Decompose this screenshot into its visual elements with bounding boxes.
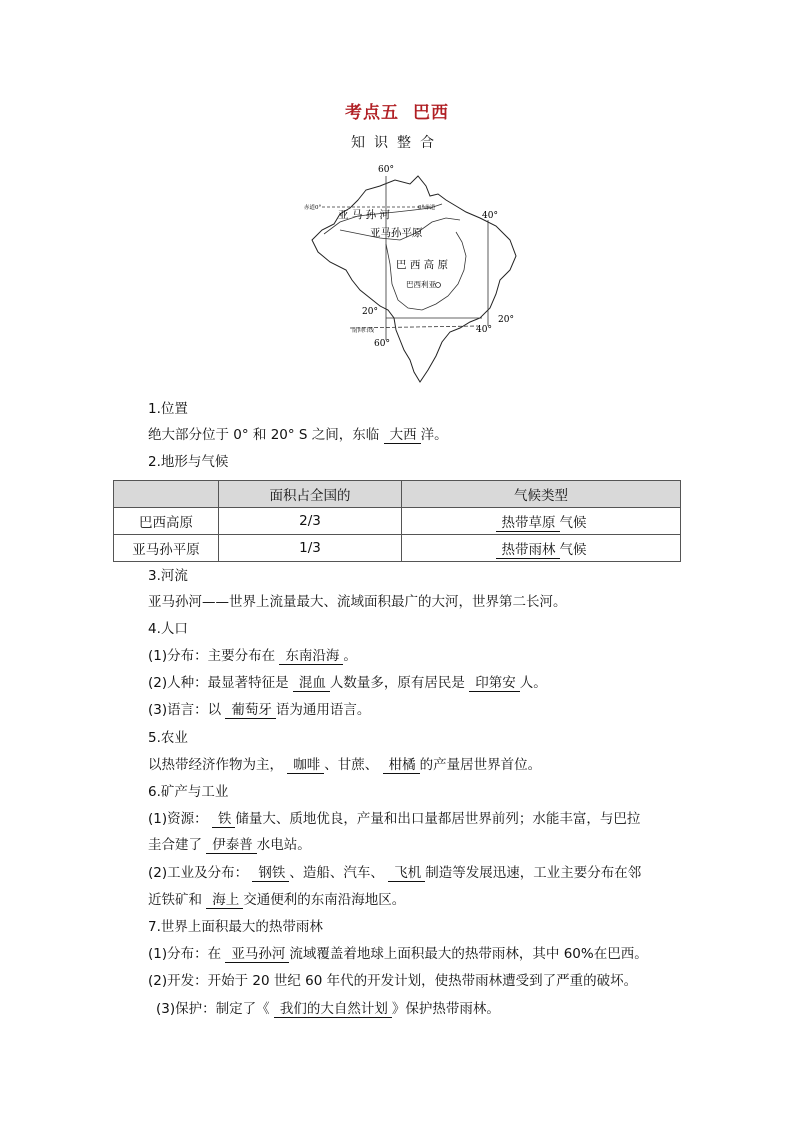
page-subtitle: 知识整合 [351,135,443,151]
population-distribution [148,646,357,666]
s4-l2-mid: 人数量多，原有居民是 [329,675,465,691]
label-lon-bottom: 60° [374,339,390,349]
industry-line-2 [148,890,405,910]
climate-answer: 热带雨林 [496,542,560,559]
s6-r2-post: 水电站。 [256,837,311,853]
section-1-text [148,425,448,445]
s5-answer2: 柑橘 [383,757,420,774]
s7-d-post: 流域覆盖着地球上面积最大的热带雨林，其中 60%在巴西。 [289,946,648,962]
s4-l2-answer1: 混血 [293,675,330,692]
section-3-text: 亚马孙河——世界上流量最大、流域面积最广的大河，世界第二长河。 [148,594,567,610]
resources-line-2 [148,835,311,855]
s6-i2-answer: 海上 [206,892,243,909]
s4-l1-answer: 东南沿海 [279,648,343,665]
s1-answer: 大西 [384,427,421,444]
table-header-row [114,481,681,508]
industry-line-1 [148,863,641,883]
brazil-map [300,160,522,386]
s6-r2-answer: 伊泰普 [206,837,257,854]
s5-pre: 以热带经济作物为主， [148,757,283,773]
s5-answer1: 咖啡 [287,757,324,774]
climate-suffix: 气候 [559,541,587,558]
s6-r-post: 储量大、质地优良，产量和出口量都居世界前列；水能丰富，与巴拉 [235,811,641,827]
s6-r-pre: (1)资源： [148,811,208,827]
s7-d-pre: (1)分布：在 [148,946,222,962]
table-cell-name: 亚马孙平原 [114,535,219,562]
population-language [148,700,370,720]
table-cell-climate [402,535,681,562]
label-capital: 巴西利亚 [406,280,436,289]
section-5-text [148,755,541,775]
s6-i2-post: 交通便利的东南沿海地区。 [243,892,406,908]
table-cell-climate [402,508,681,535]
terrain-climate-table [113,480,681,562]
label-lon-east-bottom: 40° [476,325,492,335]
title-section-number: 考点五 [345,103,399,123]
label-lon-east-top: 40° [482,211,498,221]
section-6-heading: 6.矿产与工业 [148,784,229,800]
s4-l3-post: 语为通用语言。 [275,702,371,718]
section-3-heading: 3.河流 [148,568,188,584]
table-cell-area: 2/3 [219,508,402,535]
table-header-cell [114,481,219,508]
s1-pre: 绝大部分位于 0° 和 20° S 之间，东临 [148,427,380,443]
page-title [0,98,794,123]
table-cell-area: 1/3 [219,535,402,562]
section-5-heading: 5.农业 [148,730,188,746]
table-row [114,508,681,535]
population-race [148,673,547,693]
section-4-heading: 4.人口 [148,621,188,637]
s7-d-answer: 亚马孙河 [225,946,289,963]
label-amazon-plain: 亚马孙平原 [370,227,423,239]
s4-l3-pre: (3)语言：以 [148,702,222,718]
climate-suffix: 气候 [559,514,587,531]
table-row [114,535,681,562]
title-country: 巴西 [413,103,449,123]
s6-i2-pre: 近铁矿和 [148,892,202,908]
s6-i-answer2: 飞机 [388,865,425,882]
label-lat-east: 20° [498,315,514,325]
s6-i-mid: 、造船、汽车、 [289,865,384,881]
rainforest-development: (2)开发：开始于 20 世纪 60 年代的开发计划，使热带雨林遭受到了严重的破坏。 [148,973,638,989]
s6-r2-pre: 圭合建了 [148,837,202,853]
s4-l2-post: 人。 [519,675,547,691]
section-7-heading: 7.世界上面积最大的热带雨林 [148,919,323,935]
climate-answer: 热带草原 [496,515,560,532]
plateau-boundary [386,232,466,310]
s7-p-pre: (3)保护：制定了《 [156,1001,270,1017]
table-header-cell: 面积占全国的 [219,481,402,508]
s4-l1-pre: (1)分布：主要分布在 [148,648,276,664]
label-river: 亚 马 孙 河 [338,209,391,221]
section-2-heading: 2.地形与气候 [148,454,229,470]
s4-l2-answer2: 印第安 [469,675,520,692]
label-brazil-plateau: 巴 西 高 原 [396,259,449,271]
rainforest-protection [156,999,500,1019]
table-header-cell: 气候类型 [402,481,681,508]
s6-r-answer: 铁 [212,811,236,828]
s4-l1-post: 。 [343,648,357,664]
label-equator-right: 0°赤道 [418,205,436,211]
resources-line-1 [148,809,640,829]
label-tropic: 南回归线 [352,328,375,334]
s6-i-answer1: 钢铁 [252,865,289,882]
s4-l3-answer: 葡萄牙 [225,702,276,719]
s7-p-post: 》保护热带雨林。 [391,1001,500,1017]
s5-mid: 、甘蔗、 [324,757,379,773]
s1-post: 洋。 [420,427,448,443]
s5-post: 的产量居世界首位。 [419,757,542,773]
s4-l2-pre: (2)人种：最显著特征是 [148,675,289,691]
s6-i-pre: (2)工业及分布： [148,865,249,881]
label-lat-west: 20° [362,307,378,317]
section-1-heading: 1.位置 [148,401,188,417]
s6-i-post: 制造等发展迅速，工业主要分布在邻 [425,865,642,881]
table-cell-name: 巴西高原 [114,508,219,535]
rainforest-distribution [148,944,648,964]
s7-p-answer: 我们的大自然计划 [274,1001,392,1018]
label-equator-left: 赤道0° [304,205,322,211]
capital-marker [436,283,441,288]
label-lon-top: 60° [378,165,394,175]
